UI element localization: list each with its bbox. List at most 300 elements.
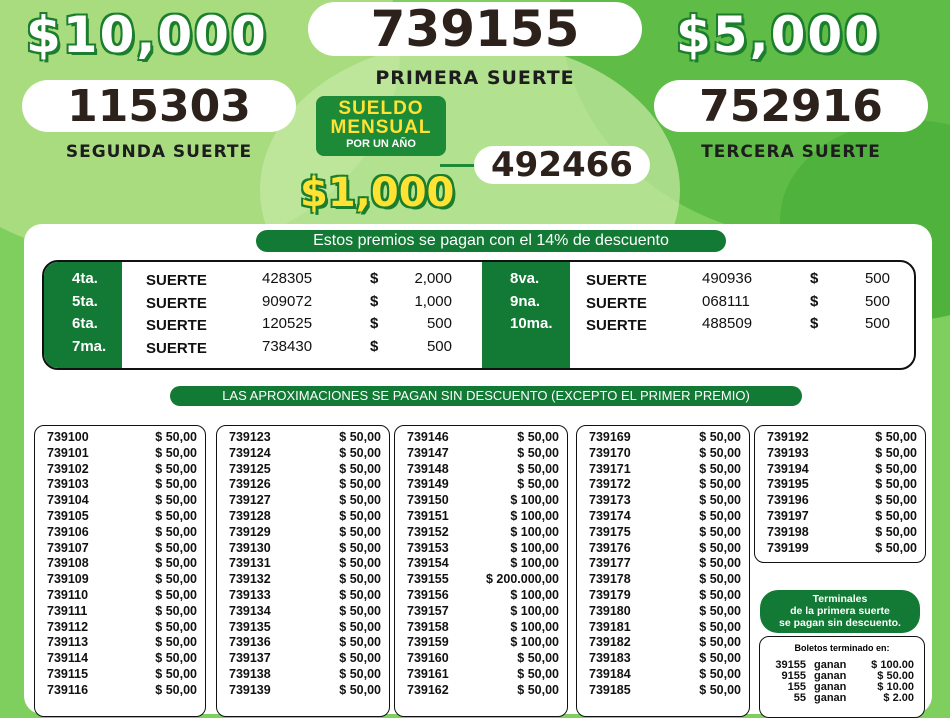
terminal-amount: $ 100.00 [871,659,914,671]
approx-number: 739157 [407,603,449,618]
approx-column [34,425,206,717]
approx-number: 739149 [407,477,449,492]
terminal-word: ganan [814,659,847,671]
approx-number: 739124 [229,445,271,460]
approx-row [35,430,205,446]
approx-number: 739173 [589,493,631,508]
approx-number: 739102 [47,461,89,476]
approx-number: 739109 [47,572,89,587]
approx-row [35,525,205,541]
approx-amount: $ 50,00 [699,603,741,618]
approx-row [35,604,205,620]
tercera-label: TERCERA SUERTE [701,142,881,162]
approx-row [577,493,749,509]
approx-row [217,493,389,509]
approx-number: 739114 [47,651,89,666]
prize-amount: 500 [864,293,890,310]
prize-currency: $ [370,293,379,310]
approx-row [577,635,749,651]
approx-amount: $ 50,00 [155,430,197,444]
approx-number: 739123 [229,430,271,444]
terminal-amount: $ 50.00 [877,670,914,682]
approx-amount: $ 50,00 [339,635,381,650]
terminal-amount: $ 10.00 [877,681,914,693]
prize-number: 428305 [262,270,313,287]
prize-ordinal: 10ma. [510,315,553,332]
prize-number: 120525 [262,315,313,332]
approx-amount: $ 50,00 [699,540,741,555]
prize-ordinal: 6ta. [72,315,98,332]
approx-row [217,667,389,683]
approx-number: 739198 [767,524,809,539]
approx-row [35,509,205,525]
approx-number: 739115 [47,667,89,681]
approx-amount: $ 50,00 [339,603,381,618]
approx-amount: $ 200.000,00 [486,572,559,587]
approx-amount: $ 50,00 [875,524,917,539]
approx-number: 739170 [589,445,631,460]
approx-amount: $ 50,00 [339,572,381,587]
approx-amount: $ 50,00 [155,477,197,492]
approx-row [35,493,205,509]
approx-number: 739161 [407,667,449,681]
approx-amount: $ 50,00 [155,445,197,460]
approx-number: 739159 [407,635,449,650]
approx-number: 739162 [407,682,449,697]
approx-row [217,430,389,446]
approx-number: 739172 [589,477,631,492]
approx-amount: $ 100,00 [510,509,559,523]
approx-row [217,509,389,525]
approx-row [395,462,567,478]
approx-amount: $ 50,00 [155,540,197,555]
approx-row [755,477,925,493]
approx-amount: $ 100,00 [510,588,559,602]
approx-number: 739146 [407,430,449,444]
approx-number: 739152 [407,524,449,539]
approx-row [217,477,389,493]
terminales-note [760,590,920,633]
approx-amount: $ 100,00 [510,619,559,634]
approx-number: 739134 [229,603,271,618]
approx-number: 739133 [229,588,271,602]
approx-amount: $ 50,00 [699,461,741,476]
approx-amount: $ 50,00 [699,556,741,571]
approx-amount: $ 50,00 [699,619,741,634]
approx-row [755,509,925,525]
primera-number: 739155 [308,2,642,56]
approx-row [217,588,389,604]
approx-column [576,425,750,717]
approx-amount: $ 50,00 [339,493,381,508]
approx-row [755,462,925,478]
approx-amount: $ 50,00 [517,430,559,444]
approx-row [35,683,205,699]
approx-amount: $ 50,00 [699,430,741,444]
approx-amount: $ 50,00 [339,619,381,634]
approx-amount: $ 50,00 [155,603,197,618]
approx-amount: $ 100,00 [510,493,559,508]
prize-currency: $ [810,270,819,287]
approx-number: 739160 [407,651,449,666]
approx-row [395,430,567,446]
approx-number: 739137 [229,651,271,666]
approx-amount: $ 50,00 [875,540,917,555]
approx-amount: $ 50,00 [517,667,559,681]
approx-amount: $ 50,00 [155,524,197,539]
approx-row [217,604,389,620]
approx-number: 739147 [407,445,449,460]
approx-row [395,683,567,699]
approx-amount: $ 50,00 [699,667,741,681]
approx-row [35,477,205,493]
approx-row [35,620,205,636]
approx-number: 739181 [589,619,631,634]
prize-ordinal: 4ta. [72,270,98,287]
approx-column [216,425,390,717]
prize-currency: $ [370,270,379,287]
approx-row [395,477,567,493]
terminal-ending: 155 [787,681,806,693]
approx-amount: $ 50,00 [339,588,381,602]
approx-number: 739196 [767,493,809,508]
approx-number: 739116 [47,682,89,697]
prize-number: 488509 [702,315,753,332]
approx-row [35,635,205,651]
approx-amount: $ 50,00 [699,572,741,587]
prize-ordinal: 5ta. [72,293,98,310]
prize-label: SUERTE [586,317,647,334]
approx-number: 739171 [589,461,631,476]
approx-amount: $ 50,00 [517,651,559,666]
approx-row [577,683,749,699]
approx-row [395,509,567,525]
approx-number: 739125 [229,461,271,476]
approx-row [35,651,205,667]
approx-amount: $ 50,00 [699,682,741,697]
sueldo-line2: MENSUAL [330,117,432,138]
approx-number: 739108 [47,556,89,571]
approx-number: 739155 [407,572,449,587]
prizes-banner: Estos premios se pagan con el 14% de descuento [256,230,726,252]
approx-amount: $ 50,00 [155,556,197,571]
primera-label: PRIMERA SUERTE [375,67,575,89]
approx-row [35,588,205,604]
approx-amount: $ 100,00 [510,540,559,555]
terminal-word: ganan [814,670,847,682]
approx-number: 739156 [407,588,449,602]
prize-label: SUERTE [586,272,647,289]
first-prize-amount: $10,000 [26,6,268,64]
approx-number: 739104 [47,493,89,508]
approx-row [395,525,567,541]
approx-number: 739175 [589,524,631,539]
approx-amount: $ 50,00 [155,667,197,681]
prize-label: SUERTE [146,272,207,289]
approx-amount: $ 50,00 [699,588,741,602]
approx-row [577,651,749,667]
terminales-heading: Boletos terminado en: [794,643,890,653]
prize-currency: $ [370,338,379,355]
approx-number: 739127 [229,493,271,508]
prize-currency: $ [810,315,819,332]
terminal-ending: 39155 [775,659,806,671]
approx-amount: $ 50,00 [517,461,559,476]
approx-amount: $ 50,00 [699,651,741,666]
terminal-ending: 9155 [781,670,806,682]
approx-amount: $ 50,00 [155,509,197,523]
approx-row [217,572,389,588]
segunda-number: 115303 [22,80,296,132]
approx-row [577,588,749,604]
approx-number: 739138 [229,667,271,681]
approx-row [395,620,567,636]
approx-number: 739179 [589,588,631,602]
approx-row [395,667,567,683]
approx-row [217,683,389,699]
terminal-word: ganan [814,692,847,704]
approx-row [755,446,925,462]
prize-ordinal: 9na. [510,293,541,310]
prize-number: 738430 [262,338,313,355]
sueldo-number: 492466 [474,146,650,184]
approx-number: 739178 [589,572,631,587]
approx-amount: $ 50,00 [339,509,381,523]
approx-row [755,430,925,446]
terminales-line1: Terminales [812,593,868,605]
terminal-ending: 55 [793,692,806,704]
approx-amount: $ 50,00 [339,667,381,681]
approx-number: 739139 [229,682,271,697]
approx-amount: $ 50,00 [155,493,197,508]
approx-amount: $ 50,00 [155,619,197,634]
approx-amount: $ 50,00 [875,445,917,460]
approx-number: 739180 [589,603,631,618]
approx-number: 739182 [589,635,631,650]
approx-row [217,525,389,541]
approx-row [577,541,749,557]
approx-amount: $ 50,00 [875,461,917,476]
approx-number: 739169 [589,430,631,444]
approx-row [577,430,749,446]
approx-number: 739105 [47,509,89,523]
approx-amount: $ 50,00 [339,445,381,460]
approx-amount: $ 100,00 [510,556,559,571]
approx-row [217,556,389,572]
prize-label: SUERTE [586,295,647,312]
approx-number: 739101 [47,445,89,460]
terminales-box [759,636,925,718]
approx-amount: $ 50,00 [339,430,381,444]
approx-number: 739111 [47,603,88,618]
prize-number: 909072 [262,293,313,310]
approx-amount: $ 50,00 [699,445,741,460]
approx-amount: $ 50,00 [339,540,381,555]
approx-number: 739185 [589,682,631,697]
approx-column [394,425,568,717]
approx-amount: $ 50,00 [339,651,381,666]
approx-row [395,651,567,667]
approx-column [754,425,926,563]
approx-row [577,556,749,572]
approx-row [577,462,749,478]
approx-row [35,572,205,588]
approx-row [35,462,205,478]
approx-row [577,509,749,525]
approx-row [395,556,567,572]
approx-number: 739174 [589,509,631,523]
approx-amount: $ 50,00 [339,461,381,476]
prize-number: 068111 [702,293,750,310]
approx-row [577,667,749,683]
approx-row [577,572,749,588]
approx-amount: $ 50,00 [699,635,741,650]
second-prize-amount: $5,000 [676,6,881,64]
prize-currency: $ [810,293,819,310]
approx-row [217,635,389,651]
sueldo-amount: $1,000 [300,170,455,216]
approx-row [755,525,925,541]
prize-label: SUERTE [146,317,207,334]
prize-label: SUERTE [146,295,207,312]
approx-row [35,667,205,683]
terminales-line3: se pagan sin descuento. [779,617,901,629]
approx-amount: $ 50,00 [155,461,197,476]
approx-row [577,477,749,493]
tercera-number: 752916 [654,80,928,132]
approx-number: 739110 [47,588,89,602]
approx-row [395,635,567,651]
approx-number: 739126 [229,477,271,492]
approx-number: 739199 [767,540,809,555]
approx-amount: $ 100,00 [510,635,559,650]
approx-number: 739194 [767,461,809,476]
terminal-word: ganan [814,681,847,693]
approx-amount: $ 50,00 [875,509,917,523]
terminal-amount: $ 2.00 [883,692,914,704]
approx-number: 739150 [407,493,449,508]
approx-amount: $ 50,00 [155,651,197,666]
approx-number: 739128 [229,509,271,523]
approx-row [577,620,749,636]
approx-row [395,493,567,509]
approx-amount: $ 50,00 [155,635,197,650]
prize-currency: $ [370,315,379,332]
sueldo-badge [316,96,446,156]
prize-amount: 500 [864,315,890,332]
approx-number: 739193 [767,445,809,460]
approx-amount: $ 50,00 [699,524,741,539]
approx-row [755,493,925,509]
approx-number: 739148 [407,461,449,476]
approx-number: 739112 [47,619,89,634]
approx-row [755,541,925,557]
approx-row [217,541,389,557]
prize-label: SUERTE [146,340,207,357]
approx-number: 739103 [47,477,89,492]
approx-amount: $ 100,00 [510,603,559,618]
approx-number: 739100 [47,430,89,444]
prize-number: 490936 [702,270,753,287]
approx-amount: $ 50,00 [517,477,559,492]
approx-amount: $ 50,00 [155,588,197,602]
approx-amount: $ 50,00 [155,682,197,697]
approx-amount: $ 50,00 [517,445,559,460]
approx-amount: $ 100,00 [510,524,559,539]
prize-amount: 2,000 [414,270,452,287]
approx-number: 739195 [767,477,809,492]
approx-number: 739129 [229,524,271,539]
approx-number: 739176 [589,540,631,555]
approx-number: 739153 [407,540,449,555]
approx-row [577,446,749,462]
approx-number: 739130 [229,540,271,555]
approx-row [395,604,567,620]
prize-amount: 1,000 [414,293,452,310]
approx-number: 739107 [47,540,89,555]
approx-number: 739197 [767,509,809,523]
approx-row [217,620,389,636]
approx-amount: $ 50,00 [699,477,741,492]
approx-number: 739183 [589,651,631,666]
prize-amount: 500 [864,270,890,287]
approx-number: 739106 [47,524,89,539]
terminales-line2: de la primera suerte [790,605,890,617]
approx-amount: $ 50,00 [699,509,741,523]
approx-number: 739177 [589,556,631,571]
approx-number: 739113 [47,635,89,650]
approx-number: 739158 [407,619,449,634]
approx-amount: $ 50,00 [155,572,197,587]
approx-row [395,541,567,557]
approx-banner: LAS APROXIMACIONES SE PAGAN SIN DESCUENTO (EXCEPTO EL PRIMER PREMIO) [170,386,802,406]
approx-row [395,572,567,588]
approx-number: 739184 [589,667,631,681]
sueldo-line1: SUELDO [338,98,424,119]
approx-amount: $ 50,00 [339,524,381,539]
approx-row [577,604,749,620]
approx-row [217,462,389,478]
approx-row [577,525,749,541]
prize-ordinal: 8va. [510,270,540,287]
approx-number: 739135 [229,619,271,634]
prize-ordinal: 7ma. [72,338,107,355]
approx-number: 739192 [767,430,809,444]
approx-row [217,446,389,462]
approx-row [35,541,205,557]
approx-amount: $ 50,00 [699,493,741,508]
segunda-label: SEGUNDA SUERTE [65,142,253,162]
approx-number: 739151 [407,509,449,523]
approx-number: 739154 [407,556,449,571]
approx-number: 739131 [229,556,271,571]
approx-row [217,651,389,667]
approx-amount: $ 50,00 [875,477,917,492]
approx-amount: $ 50,00 [875,493,917,508]
prize-amount: 500 [426,338,452,355]
approx-number: 739136 [229,635,271,650]
approx-row [35,556,205,572]
approx-amount: $ 50,00 [339,682,381,697]
approx-row [395,588,567,604]
approx-row [35,446,205,462]
prize-amount: 500 [426,315,452,332]
approx-amount: $ 50,00 [517,682,559,697]
approx-number: 739132 [229,572,271,587]
approx-row [395,446,567,462]
approx-amount: $ 50,00 [875,430,917,444]
approx-amount: $ 50,00 [339,556,381,571]
